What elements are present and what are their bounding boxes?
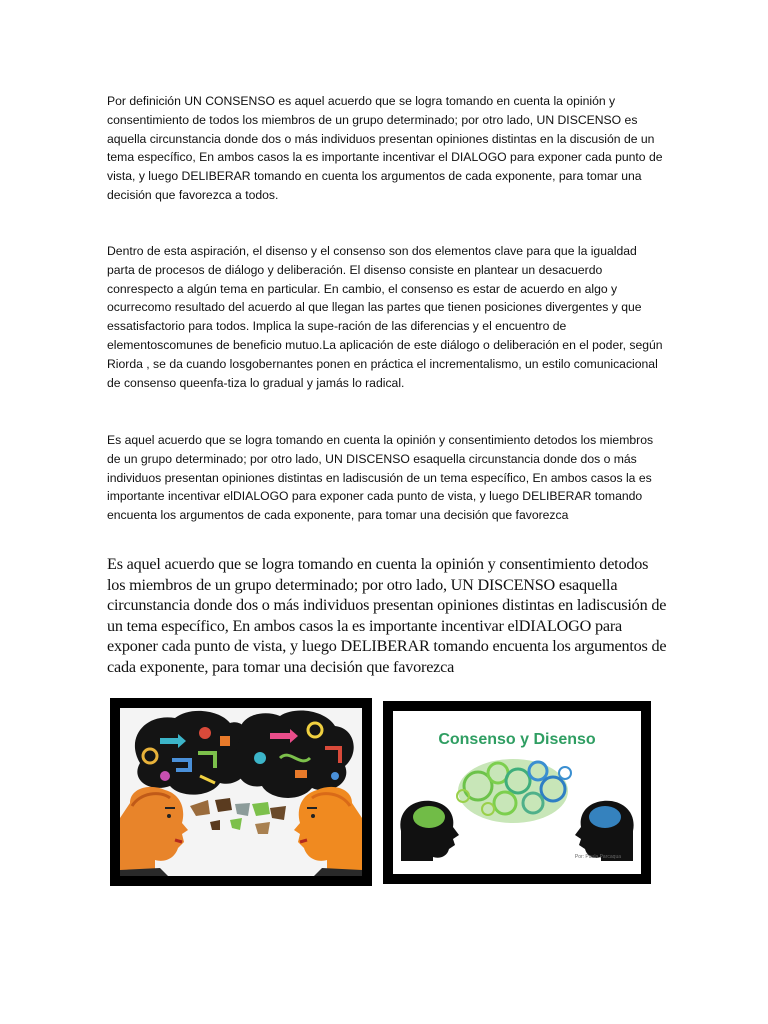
- paragraph-definition: Por definición UN CONSENSO es aquel acuerdo que se logra tomando en cuenta la opinión y consentimiento de todos los miembros de un grupo determinado; por otro lado, UN DISCENSO es aquella circunstancia donde dos o más individuos presentan opiniones distintas en la discusión de un tema específico, En ambos casos la es importante incentivar el DIALOGO para exponer cada punto de vista, y luego DELIBERAR tomando en cuenta los argumentos de cada exponente, para tomar una decisión que favorezca a todos.: [107, 94, 663, 202]
- illustration-dialogue-heads-canvas: [120, 708, 362, 876]
- paragraph-aspiration: Dentro de esta aspiración, el disenso y el consenso son dos elementos clave para que la igualdad parta de procesos de diálogo y deliberación. El disenso consiste en plantear un desacuerdo conrespecto a algún tema en particular. En cambio, el consenso es estar de acuerdo en algo y ocurrecomo resultado del acuerdo al que llegan las partes que tienen posiciones divergentes y que essatisfactorio para todos. Implica la supe-ración de las diferencias y el encuentro de elementoscomunes de beneficio mutuo.La aplicación de este diálogo o deliberación en el poder, según Riorda , se da cuando losgobernantes ponen en práctica el incrementalismo, un estilo comunicacional de consenso queenfa-tiza lo gradual y jamás lo radical.: [107, 244, 663, 390]
- consenso-disenso-drawing: [393, 711, 641, 874]
- illustration-dialogue-heads: [110, 698, 372, 886]
- paragraph-agreement-serif: Es aquel acuerdo que se logra tomando en cuenta la opinión y consentimiento detodos los miembros de un grupo determinado; por otro lado, UN DISCENSO esaquella circunstancia donde dos o más individuos presentan opiniones distintas en ladiscusión de un tema específico, En ambos casos la es importante incentivar elDIALOGO para exponer cada punto de vista, y luego DELIBERAR tomando encuenta los argumentos de cada exponente, para tomar una decisión que favorezca: [107, 555, 667, 676]
- illustration-title: Consenso y Disenso: [438, 731, 596, 748]
- illustration-credit: Por: Paula Parcaqua: [574, 854, 621, 860]
- illustration-consenso-disenso: [383, 701, 651, 884]
- bubble-cloud: [457, 759, 571, 823]
- illustration-consenso-disenso-canvas: [393, 711, 641, 874]
- dialogue-heads-drawing: [120, 708, 362, 876]
- paragraph-agreement: Es aquel acuerdo que se logra tomando en cuenta la opinión y consentimiento detodos los miembros de un grupo determinado; por otro lado, UN DISCENSO esaquella circunstancia donde dos o más individuos presentan opiniones distintas en ladiscusión de un tema específico, En ambos casos la es importante incentivar elDIALOGO para exponer cada punto de vista, y luego DELIBERAR tomando encuenta los argumentos de cada exponente, para tomar una decisión que favorezca: [107, 433, 654, 523]
